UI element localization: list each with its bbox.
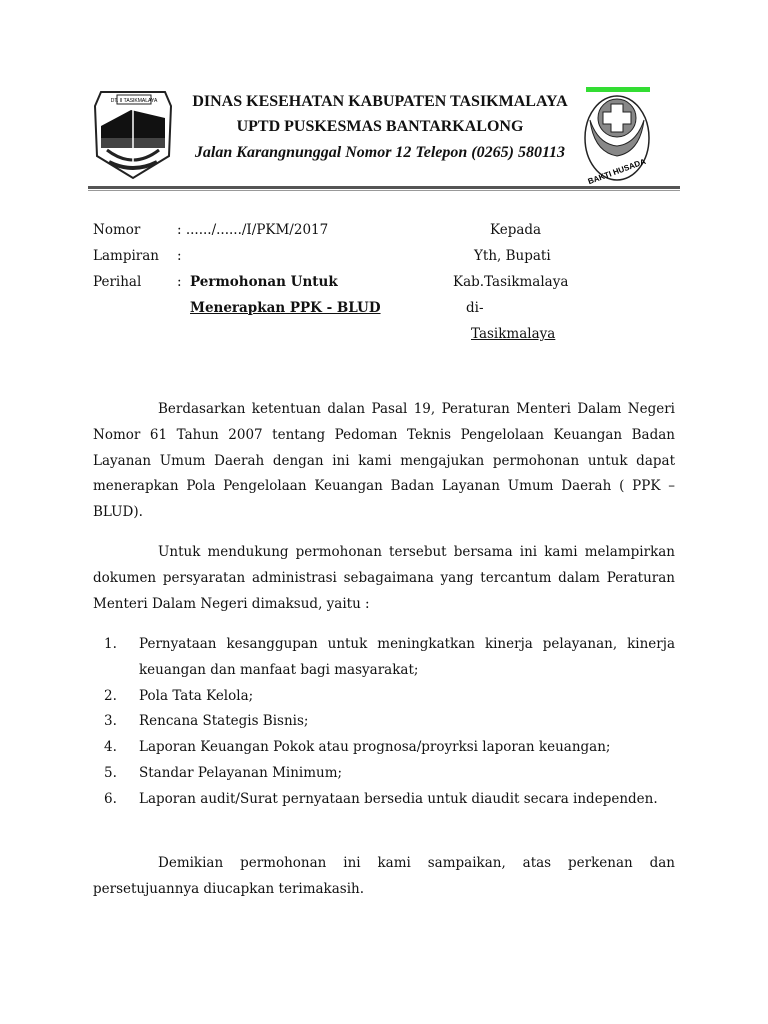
- svg-text:BAKTI HUSADA: BAKTI HUSADA: [586, 156, 647, 186]
- recipient-line4: di-: [466, 300, 484, 316]
- nomor-label: Nomor: [93, 222, 141, 238]
- list-text: Standar Pelayanan Minimum;: [139, 764, 343, 781]
- list-text: Laporan Keuangan Pokok atau prognosa/proyrksi laporan keuangan;: [139, 739, 611, 756]
- perihal-line1: Permohonan Untuk: [190, 274, 338, 290]
- list-text: Pola Tata Kelola;: [139, 687, 254, 704]
- letterhead-unit: UPTD PUSKESMAS BANTARKALONG: [236, 118, 524, 135]
- list-item: [93, 684, 675, 710]
- list-item: [93, 787, 675, 813]
- list-number: 5.: [104, 764, 117, 781]
- paragraph-2: Untuk mendukung permohonan tersebut bersama ini kami melampirkan dokumen persyaratan administrasi sebagaimana yang tercantum dalam Peraturan Menteri Dalam Negeri dimaksud, yaitu :: [93, 544, 675, 612]
- recipient-line2: Yth, Bupati: [474, 248, 551, 264]
- perihal-line2: Menerapkan PPK - BLUD: [190, 300, 381, 316]
- list-item: [93, 632, 675, 684]
- recipient-line1: Kepada: [490, 222, 542, 238]
- requirements-list: [93, 632, 675, 813]
- list-text: Pernyataan kesanggupan untuk meningkatkan kinerja pelayanan, kinerja keuangan dan manfaat bagi masyarakat;: [139, 636, 675, 678]
- nomor-value: : ....../....../I/PKM/2017: [177, 222, 329, 238]
- list-item: [93, 709, 675, 735]
- perihal-colon: :: [177, 274, 182, 290]
- list-text: Laporan audit/Surat pernyataan bersedia untuk diaudit secara independen.: [139, 790, 658, 807]
- perihal-label: Perihal: [93, 274, 142, 290]
- list-number: 1.: [104, 636, 117, 652]
- paragraph-1: Berdasarkan ketentuan dalan Pasal 19, Peraturan Menteri Dalam Negeri Nomor 61 Tahun 2007 tentang Pedoman Teknis Pengelolaan Keuangan Badan Layanan Umum Daerah dengan ini kami mengajukan permohonan untuk dapat menerapkan Pola Pengelolaan Keuangan Badan Layanan Umum Daerah ( PPK – BLUD).: [93, 401, 675, 521]
- list-number: 3.: [104, 713, 117, 730]
- recipient-line5: Tasikmalaya: [471, 326, 556, 342]
- bakti-husada-logo: [580, 86, 656, 186]
- lampiran-value: :: [177, 248, 182, 264]
- letterhead-agency: DINAS KESEHATAN KABUPATEN TASIKMALAYA: [192, 93, 568, 110]
- list-number: 2.: [104, 687, 117, 704]
- list-number: 4.: [104, 739, 117, 756]
- logo-text: DT. II TASIKMALAYA: [110, 98, 158, 104]
- list-text: Rencana Stategis Bisnis;: [139, 713, 309, 730]
- paragraph-closing: Demikian permohonan ini kami sampaikan, atas perkenan dan persetujuannya diucapkan terimakasih.: [93, 855, 675, 897]
- list-item: [93, 761, 675, 787]
- list-number: 6.: [104, 790, 117, 807]
- lampiran-label: Lampiran: [93, 248, 159, 264]
- list-item: [93, 735, 675, 761]
- letterhead-divider: [88, 186, 680, 189]
- recipient-line3: Kab.Tasikmalaya: [453, 274, 569, 290]
- tasikmalaya-regency-logo: [91, 86, 175, 180]
- letterhead-divider-thin: [88, 190, 680, 191]
- letterhead-address: Jalan Karangnunggal Nomor 12 Telepon (0265) 580113: [194, 144, 566, 161]
